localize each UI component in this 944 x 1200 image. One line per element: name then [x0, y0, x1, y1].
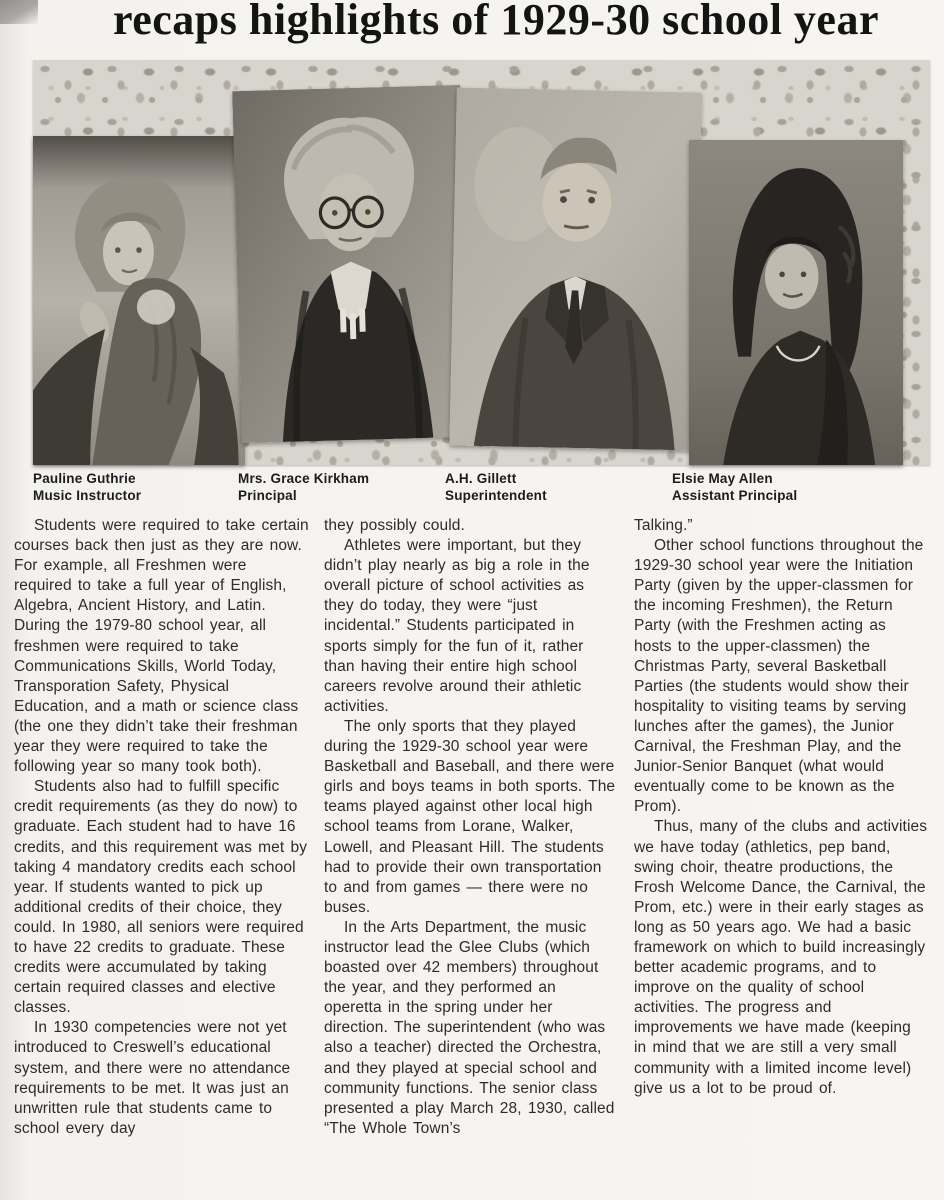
person-name: Elsie May Allen [672, 471, 773, 486]
caption-pauline-guthrie [33, 470, 141, 504]
portrait-illustration [449, 87, 701, 450]
photo-collage [33, 60, 930, 465]
person-title: Superintendent [445, 488, 547, 503]
article-paragraph: In the Arts Department, the music instructor lead the Glee Clubs (which boasted over 42 members) throughout the year, and they performed an operetta in the spring under her direction. The superintendent (who was also a teacher) directed the Orchestra, and they played at special school and community functions. The senior class presented a play March 28, 1930, called “The Whole Town’s [324, 918, 615, 1137]
portrait-photo-ah-gillett [449, 87, 701, 450]
person-name: Mrs. Grace Kirkham [238, 471, 370, 486]
article-column-1 [14, 516, 309, 1139]
person-name: Pauline Guthrie [33, 471, 136, 486]
article-paragraph: Other school functions throughout the 1929-30 school year were the Initiation Party (given by the upper-classmen for the incoming Freshmen), the Return Party (with the Freshmen acting as hosts to the upper-classmen) the Christmas Party, several Basketball Parties (the students would show their hospitality to visiting teams by serving lunches after the games), the Junior Carnival, the Freshman Play, and the Junior-Senior Banquet (what would eventually come to be known as the Prom). [634, 537, 924, 816]
portrait-photo-grace-kirkham [232, 85, 470, 443]
person-title: Assistant Principal [672, 488, 798, 503]
article-column-3 [634, 516, 929, 1139]
article-body [14, 516, 930, 1139]
article-paragraph: Students also had to fulfill specific credit requirements (as they do now) to graduate. Each student had to have 16 credits, and this requirement was met by taking 4 mandatory credits each school year. If students wanted to pick up additional credits of their choice, they could. In 1980, all seniors were required to have 22 credits to graduate. These credits were accumulated by taking certain required classes and elective classes. [14, 778, 308, 1017]
article-paragraph: In 1930 competencies were not yet introduced to Creswell’s educational system, and there were no attendance requirements to be met. It was just an unwritten rule that students came to school every day [14, 1019, 291, 1137]
page-corner-shadow [0, 0, 38, 24]
caption-ah-gillett [445, 470, 547, 504]
caption-row [0, 470, 944, 516]
article-paragraph: Thus, many of the clubs and activities we have today (athletics, pep band, swing choir, theatre productions, the Frosh Welcome Dance, the Carnival, the Prom, etc.) were in their early stages as long as 50 years ago. We had a basic framework on which to build increasingly better academic programs, and to improve on the quality of school activities. The progress and improvements we have made (keeping in mind that we are still a very small community with a limited income level) give us a lot to be proud of. [634, 818, 928, 1097]
article-paragraph: Students were required to take certain courses back then just as they are now. For example, all Freshmen were required to take a full year of English, Algebra, Ancient History, and Latin. During the 1979-80 school year, all freshmen were required to take Communications Skills, World Today, Transporation Safety, Physical Education, and a math or science class (the one they didn’t take their freshman year they were required to take the following year so many took both). [14, 517, 309, 776]
article-column-2 [324, 516, 619, 1139]
page-title: recaps highlights of 1929-30 school year [113, 0, 879, 44]
portrait-photo-pauline-guthrie [33, 136, 245, 465]
caption-grace-kirkham [238, 470, 369, 504]
portrait-illustration [689, 140, 903, 465]
article-paragraph: Athletes were important, but they didn’t play nearly as big a role in the overall picture of school activities as they do today, they were “just incidental.” Students participated in sports simply for the fun of it, rather than having their entire high school careers revolve around their athletic activities. [324, 537, 590, 715]
article-paragraph-continuation: they possibly could. [324, 517, 465, 534]
article-paragraph: The only sports that they played during the 1929-30 school year were Basketball and Baseball, and there were girls and boys teams in both sports. The teams played against other local high school teams from Lorane, Walker, Lowell, and Pleasant Hill. The students had to provide their own transportation to and from games — there were no buses. [324, 717, 616, 916]
person-title: Music Instructor [33, 488, 142, 503]
portrait-illustration [232, 85, 470, 443]
person-name: A.H. Gillett [445, 471, 517, 486]
caption-elsie-may-allen [672, 470, 797, 504]
portrait-photo-elsie-may-allen [689, 140, 903, 465]
person-title: Principal [238, 488, 297, 503]
portrait-illustration [33, 136, 245, 465]
article-paragraph-continuation: Talking.” [634, 517, 693, 534]
